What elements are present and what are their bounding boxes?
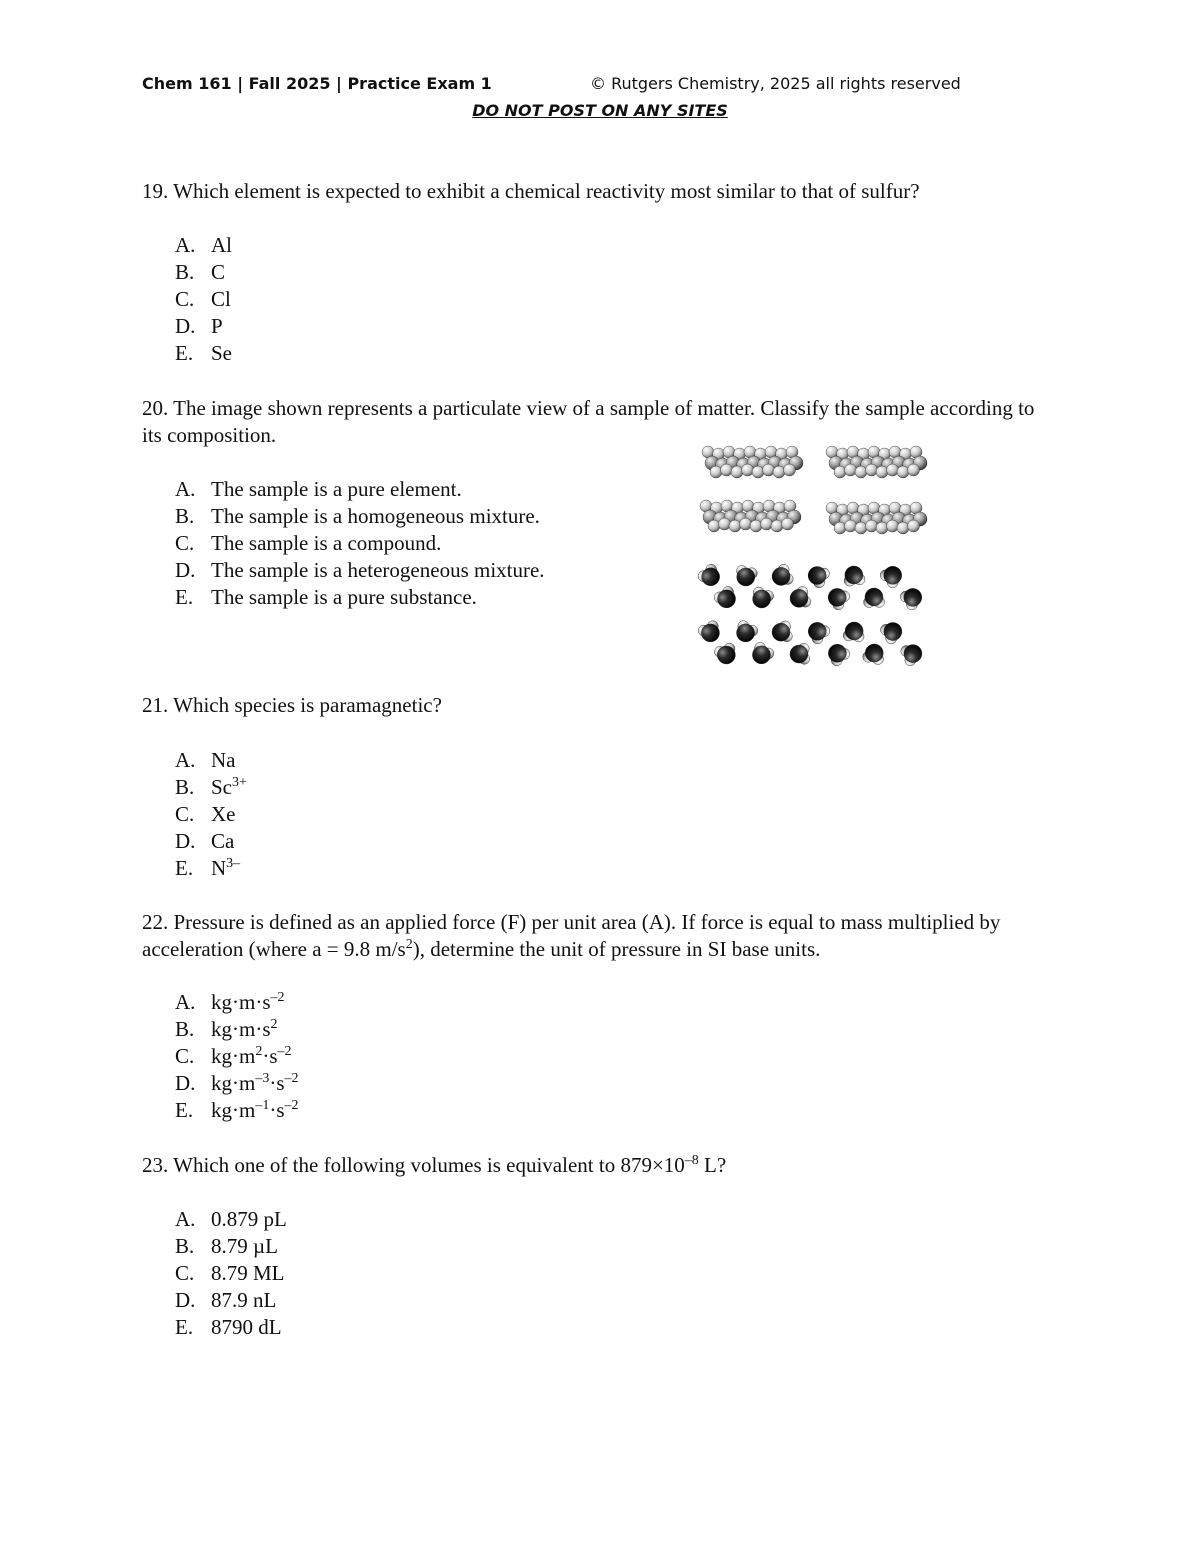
option <box>175 557 545 584</box>
chain-molecule <box>702 446 803 478</box>
oxygen-atom <box>698 564 723 589</box>
water-molecule <box>748 640 776 668</box>
option-letter: A. <box>175 748 196 772</box>
hydrogen-atom <box>887 520 899 532</box>
oxygen-atom <box>805 563 829 587</box>
options-20 <box>175 476 545 611</box>
unit-exponent: 2 <box>255 1044 263 1059</box>
options-21 <box>175 747 247 882</box>
species-symbol: Xe <box>211 802 236 826</box>
hydrogen-atom <box>731 466 743 478</box>
oxygen-atom <box>769 565 793 589</box>
oxygen-atom <box>880 563 905 588</box>
question-19 <box>142 178 1042 205</box>
water-molecule <box>899 640 925 667</box>
water-molecule <box>824 584 852 612</box>
hydrogen-atom <box>752 466 764 478</box>
oxygen-atom <box>749 642 774 667</box>
option-text <box>211 855 240 882</box>
question-text <box>142 910 1000 961</box>
question-number: 21. <box>142 693 169 717</box>
option-letter: B. <box>175 260 195 284</box>
option <box>175 989 299 1016</box>
option <box>175 476 545 503</box>
water-molecule <box>898 584 926 613</box>
water-molecule <box>824 640 853 668</box>
water-molecule <box>712 584 740 612</box>
question-text-part: Which one of the following volumes is equivalent to 879×10 <box>173 1153 685 1177</box>
options-23 <box>175 1206 287 1341</box>
water-molecule <box>878 618 906 646</box>
hydrogen-atom <box>834 522 846 534</box>
oxygen-atom <box>714 586 739 611</box>
hydrogen-atom <box>845 520 857 532</box>
option-letter: D. <box>175 1288 196 1312</box>
option-text <box>211 1097 299 1124</box>
option-letter: C. <box>175 1044 195 1068</box>
question-23 <box>142 1152 1042 1179</box>
hydrogen-atom <box>742 464 754 476</box>
water-molecule <box>789 643 810 665</box>
option <box>175 1206 287 1233</box>
species-symbol: Ca <box>211 829 235 853</box>
option <box>175 1287 287 1314</box>
option-text: The sample is a pure element. <box>211 477 462 501</box>
option <box>175 286 232 313</box>
option-text <box>211 1043 292 1070</box>
option-letter: C. <box>175 287 195 311</box>
option-text <box>211 774 247 801</box>
question-text: Which element is expected to exhibit a chemical reactivity most similar to that of sulfur? <box>173 179 920 203</box>
water-molecule <box>804 618 833 647</box>
unit-base: kg·m·s <box>211 990 271 1014</box>
option-letter: B. <box>175 1234 195 1258</box>
option-letter: B. <box>175 1017 195 1041</box>
water-molecule <box>842 565 866 587</box>
unit-exponent: –3 <box>255 1071 270 1086</box>
course-header: Chem 161 | Fall 2025 | Practice Exam 1 <box>142 74 492 93</box>
option-letter: A. <box>175 1207 196 1231</box>
water-molecule <box>734 564 759 588</box>
option-text: 8790 dL <box>211 1315 282 1339</box>
hydrogen-atom <box>740 518 752 530</box>
options-22 <box>175 989 299 1124</box>
hydrogen-atom <box>908 520 920 532</box>
question-text-part: Pressure is defined as an applied force (F) per unit area (A). If force is equal to mass multiplied by acceleration (where a = 9.8 m/s <box>142 910 1001 961</box>
unit-base: kg·m <box>211 1044 256 1068</box>
option-letter: D. <box>175 1071 196 1095</box>
hydrogen-atom <box>719 518 731 530</box>
question-text <box>173 1153 726 1177</box>
option-letter: D. <box>175 314 196 338</box>
water-molecule <box>696 619 723 646</box>
option-text <box>211 747 236 774</box>
water-molecule <box>713 642 739 667</box>
hydrogen-atom <box>855 466 867 478</box>
option-letter: E. <box>175 341 194 365</box>
option-letter: D. <box>175 829 196 853</box>
water-molecule <box>843 621 866 643</box>
question-text: Which species is paramagnetic? <box>173 693 442 717</box>
option-text: Cl <box>211 287 231 311</box>
hydrogen-atom <box>897 466 909 478</box>
species-symbol: N <box>211 856 227 880</box>
hydrogen-atom <box>729 520 741 532</box>
option <box>175 1070 299 1097</box>
unit-exponent: –2 <box>270 990 285 1005</box>
option <box>175 1097 299 1124</box>
option-letter: B. <box>175 504 195 528</box>
option <box>175 747 247 774</box>
hydrogen-atom <box>845 464 857 476</box>
hydrogen-atom <box>750 520 762 532</box>
unit-exponent: –1 <box>255 1098 270 1113</box>
exponent: 2 <box>405 937 413 952</box>
option <box>175 530 545 557</box>
option <box>175 313 232 340</box>
option-letter: E. <box>175 1098 194 1122</box>
option-text: 0.879 pL <box>211 1207 287 1231</box>
unit-base: ·s <box>262 1044 278 1068</box>
question-22 <box>142 909 1042 963</box>
question-text-part: L? <box>698 1153 727 1177</box>
hydrogen-atom <box>721 464 733 476</box>
hydrogen-atom <box>773 466 785 478</box>
option-letter: D. <box>175 558 196 582</box>
option-text: C <box>211 260 226 284</box>
option <box>175 828 247 855</box>
unit-base: kg·m <box>211 1098 256 1122</box>
unit-exponent: –2 <box>284 1098 299 1113</box>
option-letter: E. <box>175 585 194 609</box>
oxygen-atom <box>881 619 906 644</box>
question-text-part: ), determine the unit of pressure in SI base units. <box>412 937 821 961</box>
hydrogen-atom <box>710 466 722 478</box>
option-text: P <box>211 314 223 338</box>
posting-warning: DO NOT POST ON ANY SITES <box>472 101 728 120</box>
option-text: The sample is a heterogeneous mixture. <box>211 558 545 582</box>
water-molecule <box>769 563 795 590</box>
water-molecule <box>804 562 831 590</box>
hydrogen-atom <box>876 522 888 534</box>
hydrogen-atom <box>908 464 920 476</box>
option-letter: A. <box>175 477 196 501</box>
hydrogen-atom <box>876 466 888 478</box>
question-21 <box>142 692 1042 719</box>
option <box>175 1260 287 1287</box>
option <box>175 1016 299 1043</box>
option-text: 8.79 ML <box>211 1261 285 1285</box>
option <box>175 1233 287 1260</box>
hydrogen-atom <box>866 520 878 532</box>
chain-molecule <box>700 500 801 532</box>
species-symbol: Sc <box>211 775 232 799</box>
option-letter: C. <box>175 531 195 555</box>
water-molecule <box>696 562 725 590</box>
water-molecules <box>696 562 926 669</box>
question-text: The image shown represents a particulate view of a sample of matter. Classify the sample according to its composition. <box>142 396 1035 447</box>
unit-base: kg·m <box>211 1071 256 1095</box>
oxygen-atom <box>825 641 850 666</box>
copyright-notice: © Rutgers Chemistry, 2025 all rights reserved <box>590 74 961 93</box>
option-text: Se <box>211 341 232 365</box>
unit-exponent: –2 <box>284 1071 299 1086</box>
option-letter: B. <box>175 775 195 799</box>
hydrogen-atom <box>887 464 899 476</box>
question-number: 22. <box>142 910 169 934</box>
species-symbol: Na <box>211 748 236 772</box>
hydrogen-atom <box>763 464 775 476</box>
hydrogen-atom <box>771 520 783 532</box>
option-text: 8.79 µL <box>211 1234 278 1258</box>
option <box>175 259 232 286</box>
water-molecule <box>878 562 907 591</box>
option-text <box>211 1070 299 1097</box>
water-molecule <box>863 588 884 608</box>
particulate-view-figure <box>692 438 932 674</box>
option-text: The sample is a compound. <box>211 531 442 555</box>
hydrogen-atom <box>866 464 878 476</box>
exponent: –8 <box>684 1153 699 1168</box>
option <box>175 584 545 611</box>
option-text <box>211 828 234 855</box>
hydrogen-atom <box>761 518 773 530</box>
hydrogen-atom <box>834 466 846 478</box>
hydrogen-atom <box>708 520 720 532</box>
hydrocarbon-chain-molecules <box>700 446 927 534</box>
option-text <box>211 1016 278 1043</box>
option-letter: C. <box>175 1261 195 1285</box>
option-letter: A. <box>175 990 196 1014</box>
water-molecule <box>787 585 812 611</box>
unit-exponent: 2 <box>270 1017 278 1032</box>
oxygen-atom <box>698 621 722 645</box>
question-number: 19. <box>142 179 169 203</box>
option-letter: E. <box>175 856 194 880</box>
unit-exponent: –2 <box>277 1044 292 1059</box>
water-molecule <box>770 620 793 644</box>
oxygen-atom <box>805 619 830 644</box>
option <box>175 232 232 259</box>
oxygen-atom <box>865 588 883 606</box>
option-letter: E. <box>175 1315 194 1339</box>
hydrogen-atom <box>897 522 909 534</box>
hydrogen-atom <box>855 522 867 534</box>
option-text <box>211 989 285 1016</box>
oxygen-atom <box>901 642 925 666</box>
option-text: 87.9 nL <box>211 1288 277 1312</box>
chain-molecule <box>826 502 927 534</box>
option <box>175 1043 299 1070</box>
option <box>175 1314 287 1341</box>
oxygen-atom <box>733 621 757 645</box>
water-molecule <box>732 619 760 646</box>
oxygen-atom <box>900 585 925 610</box>
water-molecule <box>862 642 887 666</box>
question-number: 20. <box>142 396 169 420</box>
option-letter: C. <box>175 802 195 826</box>
unit-base: ·s <box>269 1071 285 1095</box>
option <box>175 801 247 828</box>
option-text: Al <box>211 233 232 257</box>
option <box>175 855 247 882</box>
unit-base: kg·m·s <box>211 1017 271 1041</box>
hydrogen-atom <box>784 464 796 476</box>
unit-base: ·s <box>269 1098 285 1122</box>
water-molecule <box>749 585 775 611</box>
option-text <box>211 801 236 828</box>
species-charge: 3– <box>226 856 241 871</box>
chain-molecule <box>826 446 927 478</box>
option <box>175 340 232 367</box>
option <box>175 503 545 530</box>
hydrogen-atom <box>782 518 794 530</box>
question-number: 23. <box>142 1153 169 1177</box>
options-19 <box>175 232 232 367</box>
option-text: The sample is a homogeneous mixture. <box>211 504 540 528</box>
oxygen-atom <box>825 585 850 610</box>
option <box>175 774 247 801</box>
species-charge: 3+ <box>232 775 247 790</box>
option-letter: A. <box>175 233 196 257</box>
option-text: The sample is a pure substance. <box>211 585 477 609</box>
